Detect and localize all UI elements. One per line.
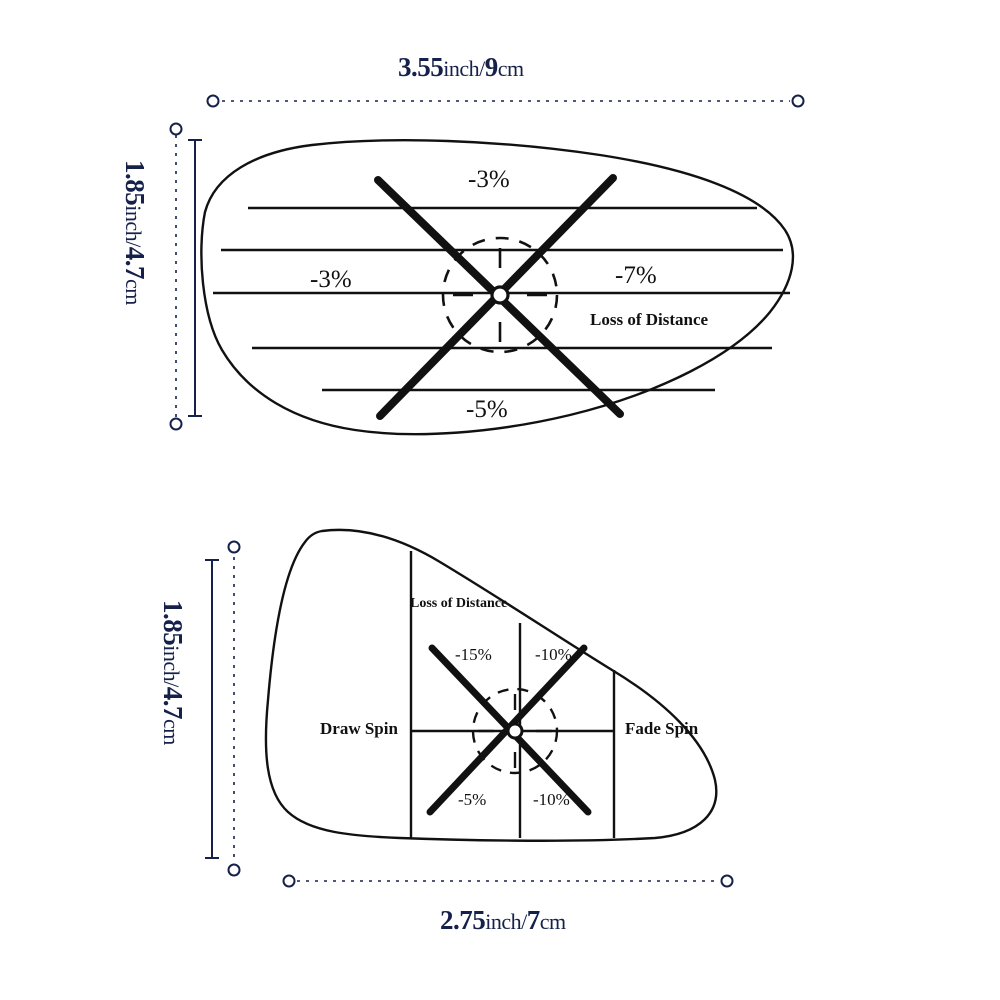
driver-height-slash: /: [121, 241, 146, 247]
iron-height-unit: inch: [159, 645, 184, 682]
driver-label-right: -7%: [615, 262, 657, 289]
iron-loss-of-distance-note: Loss of Distance: [410, 596, 508, 611]
iron-width-slash: /: [521, 909, 527, 934]
driver-loss-of-distance-note: Loss of Distance: [590, 310, 709, 329]
iron-width-value: 2.75: [440, 905, 486, 935]
driver-width-value: 3.55: [398, 52, 444, 82]
iron-label-fade-spin: Fade Spin: [625, 719, 699, 738]
iron-height-metric: 4.7: [158, 686, 188, 720]
iron-label-draw-spin: Draw Spin: [320, 719, 398, 738]
iron-height-value: 1.85: [158, 600, 188, 646]
iron-label-bottom-left: -5%: [458, 790, 487, 809]
driver-height-metric: 4.7: [120, 246, 150, 280]
iron-label-top-left: -15%: [455, 645, 492, 664]
driver-label-top: -3%: [468, 166, 510, 193]
iron-width-metric-unit: cm: [539, 909, 566, 934]
driver-height-unit: inch: [121, 205, 146, 242]
driver-label-bottom: -5%: [466, 396, 508, 423]
driver-height-value: 1.85: [120, 160, 150, 206]
iron-width-metric: 7: [526, 905, 540, 935]
driver-height-dimension: [119, 160, 150, 305]
driver-width-metric-unit: cm: [497, 56, 524, 81]
driver-width-dimension: [398, 52, 524, 83]
driver-width-slash: /: [479, 56, 485, 81]
iron-label-top-right: -10%: [535, 645, 572, 664]
iron-height-slash: /: [159, 681, 184, 687]
iron-face-outline: [266, 530, 716, 841]
iron-width-unit: inch: [485, 909, 522, 934]
driver-height-metric-unit: cm: [121, 279, 146, 305]
driver-width-metric: 9: [484, 52, 498, 82]
iron-width-dimension: [440, 905, 566, 936]
iron-height-metric-unit: cm: [159, 719, 184, 745]
driver-label-left: -3%: [310, 266, 352, 293]
driver-width-unit: inch: [443, 56, 480, 81]
iron-label-bottom-right: -10%: [533, 790, 570, 809]
iron-height-dimension: [157, 600, 188, 745]
